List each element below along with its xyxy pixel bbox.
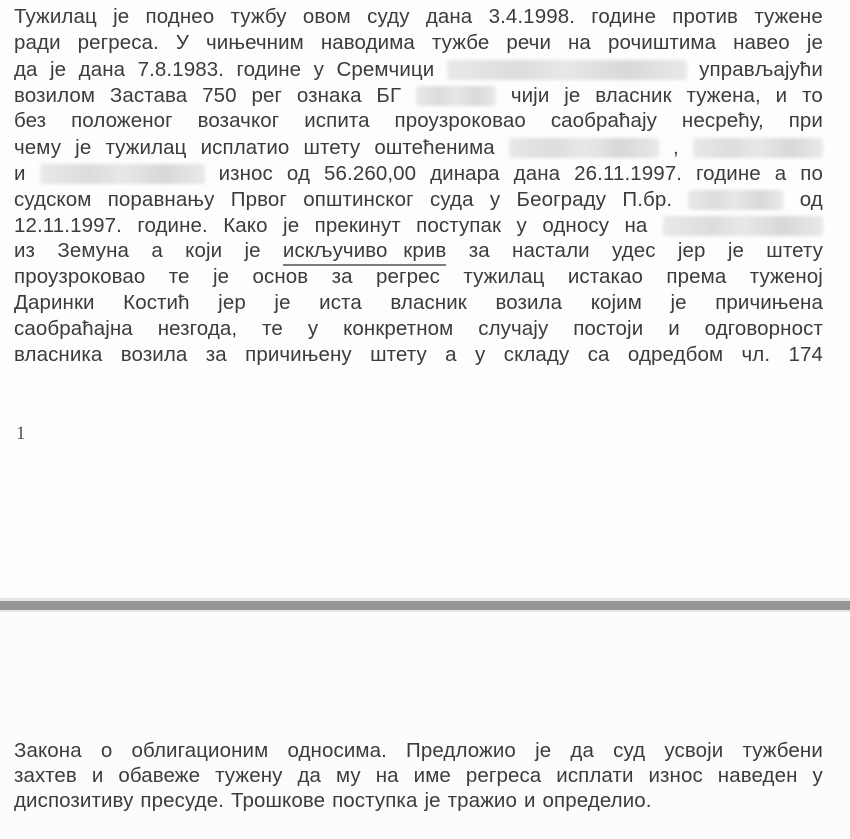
word: 750 [202, 84, 237, 107]
word: истакао [567, 265, 644, 288]
word: је [424, 789, 441, 812]
word: те [262, 317, 283, 340]
text-line-11 [14, 264, 823, 290]
word: за [205, 343, 227, 366]
word: то [802, 84, 823, 107]
word: поступак [416, 214, 502, 237]
text-line-9 [14, 212, 823, 238]
word: управљајући [699, 58, 823, 81]
word: речи [506, 31, 552, 54]
text-line-8 [14, 186, 823, 212]
word: односима. [287, 739, 387, 762]
word: тужена, [686, 84, 761, 107]
word: на [375, 764, 399, 787]
word: тражио [447, 789, 517, 812]
word: за [468, 239, 490, 262]
word: ради [14, 31, 61, 54]
word: исплати [556, 764, 634, 787]
word: несрећу, [681, 109, 764, 132]
text-line-3 [14, 56, 823, 82]
word: о [100, 739, 113, 762]
text-line-14 [14, 342, 823, 368]
word: тужбу [230, 5, 287, 28]
word: да [14, 58, 38, 81]
word: односу [542, 214, 610, 237]
word: износ [648, 764, 703, 787]
word: Трошкове [231, 789, 326, 812]
word: за [331, 265, 353, 288]
word: Застава [109, 84, 188, 107]
word: тужене [754, 5, 823, 28]
word: незгода, [157, 317, 238, 340]
word: године [591, 5, 656, 28]
redacted-name [447, 60, 687, 80]
word: регреса [465, 764, 542, 787]
comma: , [673, 136, 679, 159]
word: усвоји [664, 739, 724, 762]
word: наводима [320, 31, 415, 54]
word: поравнању [107, 188, 215, 211]
word: јер [677, 239, 706, 262]
article-number: 174 [788, 343, 823, 366]
word: Костић [123, 291, 190, 314]
word: Првог [230, 188, 287, 211]
word: је [113, 5, 130, 28]
word: власника [14, 343, 103, 366]
word: испита [304, 109, 370, 132]
word: без [14, 109, 47, 132]
word: случају [478, 317, 549, 340]
word: определио. [542, 789, 652, 812]
underlined-phrase: искључиво крив [283, 238, 447, 266]
word: возила [495, 291, 563, 314]
word: а [774, 162, 787, 185]
word: је [806, 31, 823, 54]
word: поднео [145, 5, 215, 28]
word: возилом [14, 84, 96, 107]
word: из [14, 239, 36, 262]
word: чињечним [205, 31, 304, 54]
word: му [335, 764, 361, 787]
word: судском [14, 188, 92, 211]
word: је [283, 214, 300, 237]
word: диспозитиву [14, 789, 134, 812]
word: и [523, 789, 536, 812]
word: тужену [215, 764, 283, 787]
word: суду [367, 5, 410, 28]
word: Како [223, 214, 268, 237]
word: прекинут [314, 214, 401, 237]
word: Тужилац [14, 5, 97, 28]
word: име [413, 764, 451, 787]
word: на [624, 214, 648, 237]
word: штету [303, 136, 361, 159]
redacted-case-number [688, 190, 783, 210]
word: суда [429, 188, 474, 211]
word: који [185, 239, 223, 262]
word: у [489, 188, 501, 211]
word: ознака [296, 84, 362, 107]
word: настали [512, 239, 590, 262]
word: је [564, 84, 581, 107]
word: постоји [573, 317, 644, 340]
word: одговорност [704, 317, 823, 340]
word: овом [302, 5, 351, 28]
text-line-12 [14, 290, 823, 316]
word: да [297, 764, 322, 787]
word: на [568, 31, 591, 54]
word: те [168, 265, 190, 288]
word: од [286, 162, 311, 185]
word: је [244, 239, 261, 262]
word: и [14, 162, 26, 185]
word: у [313, 58, 324, 81]
word: саобраћајна [14, 317, 133, 340]
word: дана [425, 5, 473, 28]
word: тужбени [742, 739, 823, 762]
word: је [670, 291, 687, 314]
word: регреса. [77, 31, 159, 54]
word: чл. [741, 343, 771, 366]
word: причињена [715, 291, 823, 314]
redacted-name [40, 164, 205, 184]
word: а [151, 239, 163, 262]
word: штету [766, 239, 823, 262]
word: иста [319, 291, 362, 314]
word: општинског [303, 188, 414, 211]
word: оштећенима [374, 136, 495, 159]
word: и [91, 764, 104, 787]
text-line-7 [14, 160, 823, 186]
text-line-4 [14, 82, 823, 108]
word: У [175, 31, 189, 54]
date-payment: 26.11.1997. [574, 162, 683, 185]
word: при [788, 109, 823, 132]
word: је [727, 239, 744, 262]
word: да [570, 739, 594, 762]
word: је [50, 58, 67, 81]
word: саобраћају [550, 109, 658, 132]
word: а [445, 343, 457, 366]
word: захтев [14, 764, 77, 787]
word: причињену [245, 343, 352, 366]
word: положеног [71, 109, 173, 132]
word: штету [370, 343, 427, 366]
word: чему [14, 136, 62, 159]
word: регрес [376, 265, 440, 288]
word: године. [137, 214, 208, 237]
text-line-6 [14, 134, 823, 160]
word: туженој [749, 265, 823, 288]
date-filing: 3.4.1998. [488, 5, 575, 28]
word: Сремчици [336, 58, 435, 81]
word: чији [510, 84, 550, 107]
text-line-10 [14, 238, 823, 264]
word: облигационим [131, 739, 269, 762]
word: је [212, 265, 230, 288]
word: суд [613, 739, 646, 762]
word: тужбе [431, 31, 490, 54]
word: Закона [14, 739, 82, 762]
word: у [812, 764, 823, 787]
word: је [535, 739, 552, 762]
word: власник [595, 84, 672, 107]
word: динара [430, 162, 500, 185]
word: тужилац [105, 136, 187, 159]
word: по [800, 162, 823, 185]
text-line-13 [14, 316, 823, 342]
text-line-1 [14, 4, 823, 30]
word: тужилац [463, 265, 545, 288]
word: удес [611, 239, 656, 262]
word: основ [252, 265, 309, 288]
word: је [75, 136, 92, 159]
redacted-plate-number [416, 86, 496, 106]
word: Земуна [57, 239, 130, 262]
word: П.бр. [622, 188, 673, 211]
word: навео [733, 31, 790, 54]
word: од [799, 188, 823, 211]
text-line-15 [14, 738, 823, 764]
word: проузроковао [14, 265, 146, 288]
word: пресуде. [140, 789, 225, 812]
word: у [307, 317, 319, 340]
word: Предложио [406, 739, 516, 762]
word: године [236, 58, 302, 81]
word: возила [120, 343, 188, 366]
word: у [475, 343, 486, 366]
text-line-17 [14, 788, 823, 814]
redacted-name [509, 138, 659, 158]
word: поступка [332, 789, 418, 812]
word: конкретном [343, 317, 454, 340]
word: износ [218, 162, 273, 185]
word: и [775, 84, 788, 107]
text-line-2 [14, 30, 823, 56]
word: према [666, 265, 727, 288]
word: рочиштима [607, 31, 717, 54]
word: против [672, 5, 739, 28]
word: БГ [376, 84, 402, 107]
word: са [587, 343, 610, 366]
page-number: 1 [16, 423, 26, 444]
word: у [516, 214, 527, 237]
page-separator [0, 598, 850, 612]
text-line-5 [14, 108, 823, 134]
text-line-16 [14, 763, 823, 789]
word: складу [503, 343, 570, 366]
word: исплатио [200, 136, 290, 159]
word: одредбом [627, 343, 724, 366]
word: наведен [717, 764, 798, 787]
redacted-name [663, 216, 823, 236]
word: проузроковао [394, 109, 526, 132]
date-accident: 7.8.1983. [137, 58, 224, 81]
word: обавеже [118, 764, 201, 787]
word: дана [78, 58, 126, 81]
word: дана [513, 162, 561, 185]
word: власник [390, 291, 467, 314]
word: Београду [516, 188, 607, 211]
word: возачког [197, 109, 280, 132]
word: рег [251, 84, 283, 107]
amount: 56.260,00 [324, 162, 417, 185]
word: јер [218, 291, 246, 314]
date-settlement: 12.11.1997. [14, 214, 122, 237]
word: је [274, 291, 291, 314]
word: којим [590, 291, 642, 314]
page-separator-band [0, 601, 850, 610]
redacted-name [693, 138, 823, 158]
word: године [696, 162, 761, 185]
word: и [668, 317, 680, 340]
word: Даринки [14, 291, 95, 314]
document-page-2 [0, 612, 850, 839]
